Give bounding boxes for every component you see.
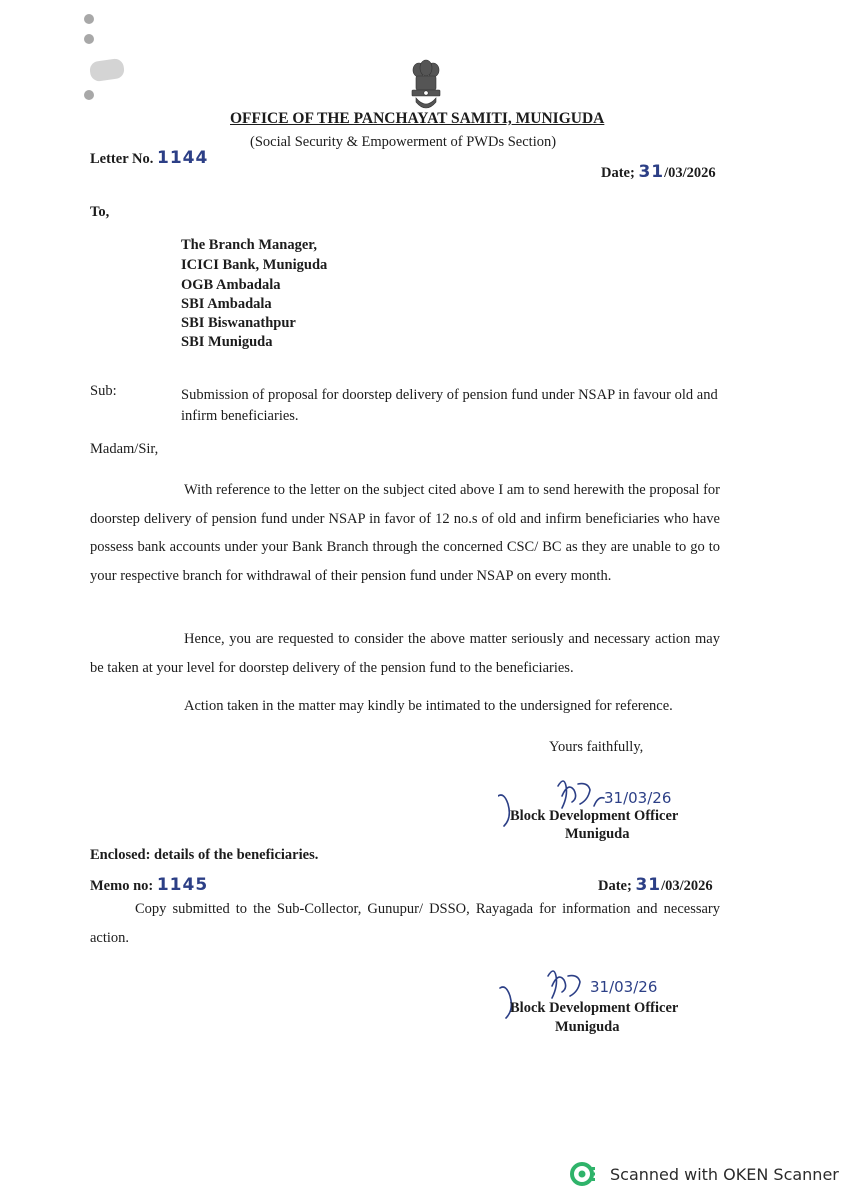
recipient-line: SBI Biswanathpur <box>181 315 296 331</box>
designation-place: Muniguda <box>565 826 630 842</box>
signature-date: 31/03/26 <box>590 978 658 996</box>
memo-date-label: Date; <box>598 878 632 894</box>
copy-paragraph-text: Copy submitted to the Sub-Collector, Gunupur/ DSSO, Rayagada for information and necessary action. <box>90 901 720 946</box>
body-paragraph-1 <box>90 476 720 590</box>
punch-hole <box>84 14 94 24</box>
punch-hole <box>84 90 94 100</box>
recipient-line: SBI Ambadala <box>181 296 272 312</box>
designation: Block Development Officer <box>510 1000 679 1016</box>
letter-date <box>601 162 716 182</box>
copy-paragraph <box>90 895 720 953</box>
body-paragraph-2-text: Hence, you are requested to consider the above matter seriously and necessary action may be taken at your level for doorstep delivery of the pension fund to the beneficiaries. <box>90 631 720 676</box>
yours-faithfully: Yours faithfully, <box>549 739 644 755</box>
scanner-watermark <box>570 1161 839 1187</box>
designation: Block Development Officer <box>510 808 679 824</box>
punch-hole <box>84 34 94 44</box>
memo-value: 1145 <box>156 875 209 895</box>
recipient-line: OGB Ambadala <box>181 277 281 293</box>
subject-label: Sub: <box>90 383 117 399</box>
letter-date-label: Date; <box>601 165 635 181</box>
oken-scanner-logo-icon <box>570 1161 598 1187</box>
letter-number-value: 1144 <box>156 148 209 168</box>
signature-date: 31/03/26 <box>604 789 672 807</box>
subject-text: Submission of proposal for doorstep delivery of pension fund under NSAP in favour old and infirm beneficiaries. <box>181 387 718 424</box>
designation-place: Muniguda <box>555 1019 620 1035</box>
letter-number-label: Letter No. <box>90 151 154 167</box>
office-subtitle: (Social Security & Empowerment of PWDs Section) <box>250 134 557 150</box>
letter-date-rest: /03/2026 <box>664 165 716 181</box>
letter-date-day: 31 <box>638 162 665 182</box>
memo-number <box>90 875 208 895</box>
memo-date-day: 31 <box>635 875 662 895</box>
salutation: Madam/Sir, <box>90 441 159 457</box>
office-title: OFFICE OF THE PANCHAYAT SAMITI, MUNIGUDA <box>230 110 605 127</box>
recipient-line: The Branch Manager, <box>181 237 318 253</box>
national-emblem-icon <box>407 58 445 116</box>
to-label: To, <box>90 204 110 220</box>
memo-date-rest: /03/2026 <box>661 878 713 894</box>
body-paragraph-3 <box>90 692 720 721</box>
staple <box>89 58 125 83</box>
body-paragraph-2 <box>90 625 720 682</box>
memo-date <box>598 875 713 895</box>
letter-number <box>90 148 208 168</box>
scanner-text: Scanned with OKEN Scanner <box>610 1164 839 1184</box>
body-paragraph-3-text: Action taken in the matter may kindly be intimated to the undersigned for reference. <box>184 698 673 714</box>
recipient-line: SBI Muniguda <box>181 334 273 350</box>
recipient-line: ICICI Bank, Muniguda <box>181 257 328 273</box>
memo-label: Memo no: <box>90 878 154 894</box>
body-paragraph-1-text: With reference to the letter on the subject cited above I am to send herewith the proposal for doorstep delivery of pension fund under NSAP in favor of 12 no.s of old and infirm beneficiaries who have possess bank accounts under your Bank Branch through the concerned CSC/ BC as they are unable to go to your respective branch for withdrawal of their pension fund under NSAP on every month. <box>90 482 720 584</box>
enclosure-note: Enclosed: details of the beneficiaries. <box>90 847 319 863</box>
